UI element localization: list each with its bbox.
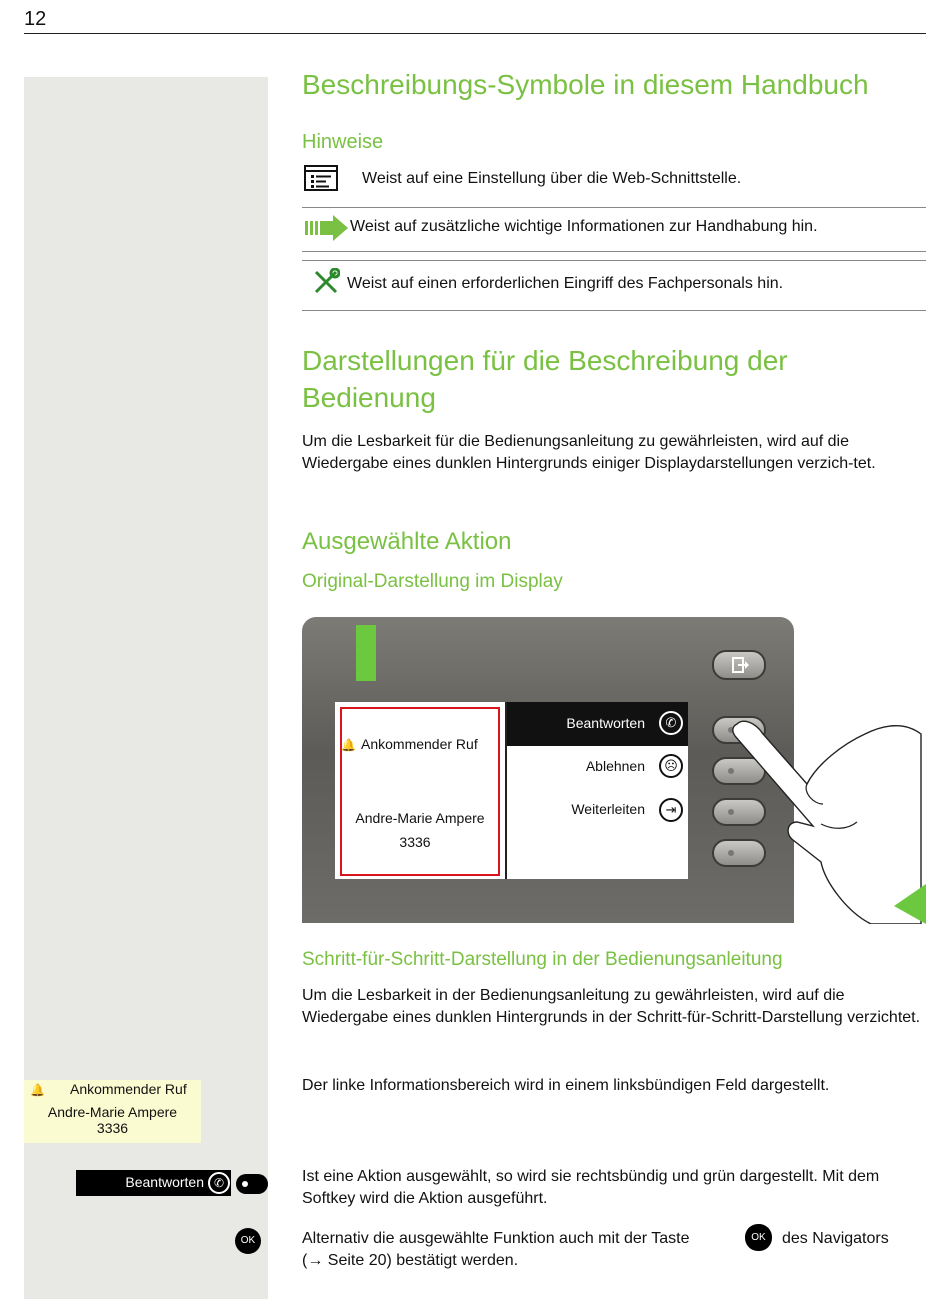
display-intro-paragraph: Um die Lesbarkeit für die Bedienungsanleitung zu gewährleisten, wird auf die Wiedergabe eines dunklen Hintergrunds einiger Displaydarstellungen verzich-tet. xyxy=(302,433,876,472)
alt-text-line2: (→ Seite 20) bestätigt werden. xyxy=(302,1252,519,1269)
step-display-title: Schritt-für-Schritt-Darstellung in der Bedienungsanleitung xyxy=(302,949,783,970)
page-number: 12 xyxy=(24,8,47,30)
alt-text-before: Alternativ die ausgewählte Funktion auch mit der Taste xyxy=(302,1230,690,1247)
sidebar-caller-number: 3336 xyxy=(96,1120,129,1136)
divider xyxy=(302,251,926,252)
section-title-display-line1: Darstellungen für die Beschreibung der xyxy=(302,345,788,376)
screen-caller-name: Andre-Marie Ampere xyxy=(355,810,485,826)
sidebar-caller-name: Andre-Marie Ampere xyxy=(47,1104,178,1120)
note-text-tools: Weist auf einen erforderlichen Eingriff des Fachpersonals hin. xyxy=(347,275,784,292)
phone-answer-icon: ✆ xyxy=(208,1172,230,1194)
step-intro-paragraph: Um die Lesbarkeit in der Bedienungsanleitung zu gewährleisten, wird auf die Wiedergabe eines dunklen Hintergrunds in der Schritt-für-Schritt-Darstellung verzichtet. xyxy=(302,987,921,1026)
page-corner-marker xyxy=(894,884,926,924)
reject-icon: ☹ xyxy=(659,754,683,778)
web-settings-icon xyxy=(304,165,338,191)
forward-icon: ⇥ xyxy=(659,798,683,822)
divider xyxy=(302,207,926,208)
header-rule xyxy=(24,33,926,34)
phone-answer-icon: ✆ xyxy=(659,711,683,735)
sidebar-action-label: Beantworten xyxy=(125,1174,204,1190)
exit-key[interactable] xyxy=(712,650,766,680)
section-title-symbols: Beschreibungs-Symbole in diesem Handbuch xyxy=(302,69,869,100)
action-reject-label: Ablehnen xyxy=(585,758,645,774)
action-paragraph: Ist eine Aktion ausgewählt, so wird sie rechtsbündig und grün dargestellt. Mit dem Softkey wird die Aktion ausgeführt. xyxy=(302,1168,880,1207)
alt-text-after: des Navigators xyxy=(782,1230,889,1247)
note-text-info: Weist auf zusätzliche wichtige Informationen zur Handhabung hin. xyxy=(350,218,818,235)
softkey-icon[interactable] xyxy=(236,1174,268,1194)
tools-icon xyxy=(312,268,340,296)
section-title-display-line2: Bedienung xyxy=(302,382,436,413)
divider xyxy=(302,310,926,311)
ok-key-inline-icon: OK xyxy=(745,1224,772,1251)
divider xyxy=(302,260,926,261)
bell-icon: 🔔 xyxy=(341,738,356,752)
ok-key-icon[interactable]: OK xyxy=(235,1228,261,1254)
screen-caller-number: 3336 xyxy=(399,834,431,850)
action-forward-label: Weiterleiten xyxy=(571,801,645,817)
action-answer-label: Beantworten xyxy=(566,715,645,731)
screen-caller-label: Ankommender Ruf xyxy=(361,736,478,752)
original-display-title: Original-Darstellung im Display xyxy=(302,571,563,592)
note-text-web: Weist auf eine Einstellung über die Web-Schnittstelle. xyxy=(362,170,742,187)
info-area-paragraph: Der linke Informationsbereich wird in einem linksbündigen Feld dargestellt. xyxy=(302,1077,830,1094)
exit-icon xyxy=(714,652,764,678)
sidebar-caller-label: Ankommender Ruf xyxy=(70,1081,187,1097)
arrow-info-icon xyxy=(305,214,349,242)
info-area-frame xyxy=(340,707,500,876)
selected-action-title: Ausgewählte Aktion xyxy=(302,528,512,555)
phone-indicator-led xyxy=(356,625,376,681)
notes-title: Hinweise xyxy=(302,131,384,153)
bell-icon: 🔔 xyxy=(30,1083,45,1097)
